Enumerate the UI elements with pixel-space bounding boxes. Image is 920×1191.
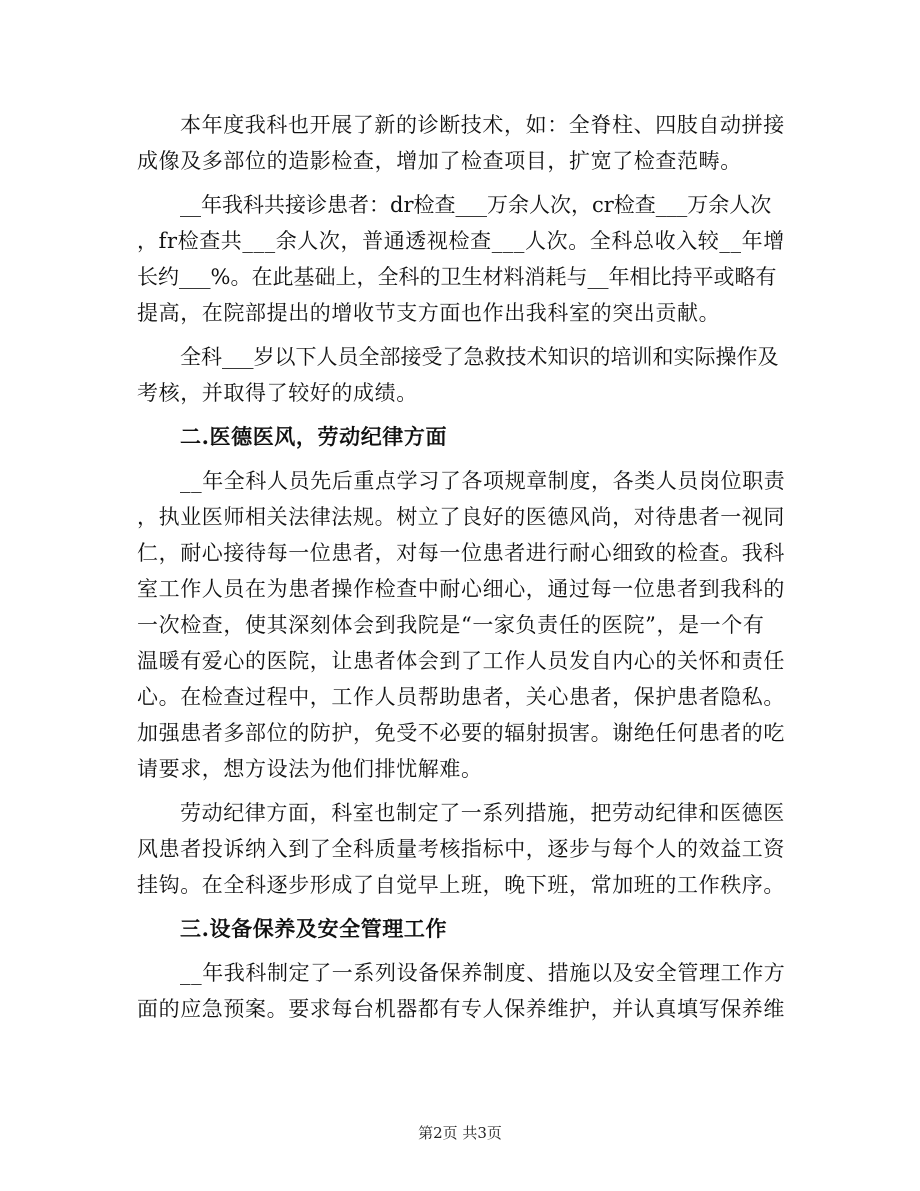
text-line: 室工作人员在为患者操作检查中耐心细心，通过每一位患者到我科的 bbox=[137, 577, 785, 601]
text-line: 风患者投诉纳入到了全科质量考核指标中，逐步与每个人的效益工资 bbox=[137, 837, 785, 861]
text-line: __年我科共接诊患者：dr检查___万余人次，cr检查___万余人次 bbox=[180, 193, 772, 217]
text-line: 挂钩。在全科逐步形成了自觉早上班，晚下班，常加班的工作秩序。 bbox=[137, 873, 785, 897]
text-line: 心。在检查过程中，工作人员帮助患者，关心患者，保护患者隐私。 bbox=[137, 685, 785, 709]
text-line: 温暖有爱心的医院，让患者体会到了工作人员发自内心的关怀和责任 bbox=[137, 649, 785, 673]
text-line: 全科___岁以下人员全部接受了急救技术知识的培训和实际操作及 bbox=[180, 345, 779, 369]
section-heading: 二.医德医风，劳动纪律方面 bbox=[180, 424, 448, 449]
text-line: 本年度我科也开展了新的诊断技术，如：全脊柱、四肢自动拼接 bbox=[180, 113, 785, 137]
text-line: 劳动纪律方面，科室也制定了一系列措施，把劳动纪律和医德医 bbox=[180, 801, 785, 825]
section-heading: 三.设备保养及安全管理工作 bbox=[180, 916, 448, 941]
text-line: 长约___%。在此基础上，全科的卫生材料消耗与__年相比持平或略有 bbox=[137, 265, 777, 289]
text-line: __年全科人员先后重点学习了各项规章制度，各类人员岗位职责 bbox=[180, 469, 786, 493]
text-line: ，执业医师相关法律法规。树立了良好的医德风尚，对待患者一视同 bbox=[137, 505, 785, 529]
text-line: __年我科制定了一系列设备保养制度、措施以及安全管理工作方 bbox=[180, 961, 786, 985]
text-line: 仁，耐心接待每一位患者，对每一位患者进行耐心细致的检查。我科 bbox=[137, 541, 785, 565]
text-line: 一次检查，使其深刻体会到我院是“一家负责任的医院”，是一个有 bbox=[137, 613, 765, 637]
text-line: ，fr检查共___余人次，普通透视检查___人次。全科总收入较__年增 bbox=[137, 229, 785, 253]
text-line: 请要求，想方设法为他们排忧解难。 bbox=[137, 757, 483, 781]
text-line: 加强患者多部位的防护，免受不必要的辐射损害。谢绝任何患者的吃 bbox=[137, 721, 785, 745]
text-line: 考核，并取得了较好的成绩。 bbox=[137, 381, 418, 405]
text-line: 成像及多部位的造影检查，增加了检查项目，扩宽了检查范畴。 bbox=[137, 149, 742, 173]
text-line: 面的应急预案。要求每台机器都有专人保养维护，并认真填写保养维 bbox=[137, 997, 785, 1021]
page-number-footer: 第2页 共3页 bbox=[418, 1124, 502, 1142]
text-line: 提高，在院部提出的增收节支方面也作出我科室的突出贡献。 bbox=[137, 301, 721, 325]
